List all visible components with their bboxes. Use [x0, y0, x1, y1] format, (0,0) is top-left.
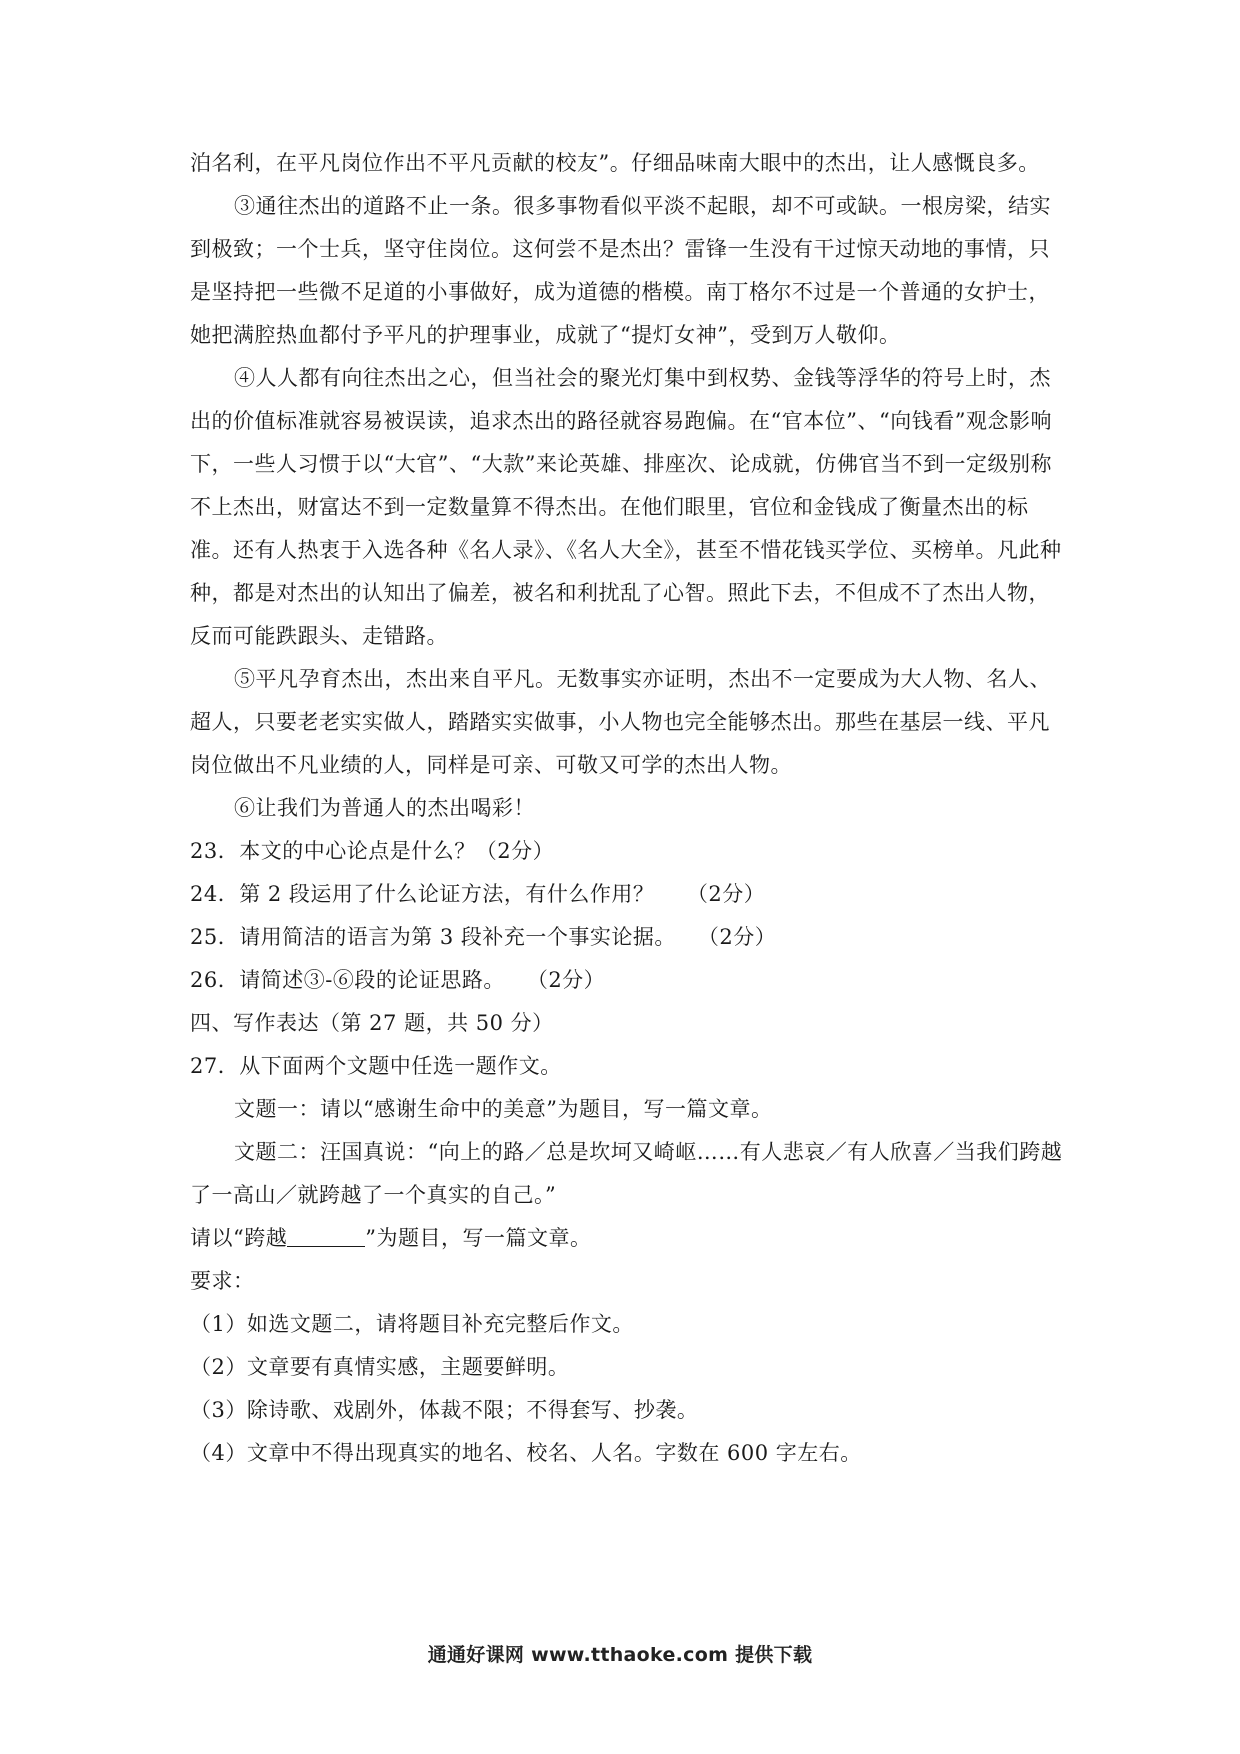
title-blank [287, 1226, 365, 1247]
question-23: 23．本文的中心论点是什么？（2分） [190, 839, 555, 863]
paragraph-3: ③通往杰出的道路不止一条。很多事物看似平淡不起眼，却不可或缺。一根房梁，结实到极致；一个士兵，坚守住岗位。这何尝不是杰出？雷锋一生没有干过惊天动地的事情，只是坚持把一些微不足道的小事做好，成为道德的楷模。南丁格尔不过是一个普通的女护士，她把满腔热血都付予平凡的护理事业，成就了“提灯女神”，受到万人敬仰。 [190, 194, 1051, 347]
essay-topic-1: 文题一：请以“感谢生命中的美意”为题目，写一篇文章。 [234, 1097, 773, 1121]
essay-topic-2-prompt [190, 1217, 1070, 1260]
footer-credit: 通通好课网 www.tthaoke.com 提供下载 [427, 1644, 813, 1666]
question-27: 27．从下面两个文题中任选一题作文。 [190, 1054, 562, 1078]
paragraph-2-continued: 泊名利，在平凡岗位作出不平凡贡献的校友”。仔细品味南大眼中的杰出，让人感慨良多。 [190, 151, 1040, 175]
paragraph-6: ⑥让我们为普通人的杰出喝彩！ [234, 796, 535, 820]
requirement-2: （2）文章要有真情实感，主题要鲜明。 [190, 1355, 570, 1379]
section-title-writing: 四、写作表达（第 27 题，共 50 分） [190, 1011, 554, 1035]
page-content [190, 142, 1070, 1475]
requirement-3: （3）除诗歌、戏剧外，体裁不限；不得套写、抄袭。 [190, 1398, 699, 1422]
requirement-4: （4）文章中不得出现真实的地名、校名、人名。字数在 600 字左右。 [190, 1441, 862, 1465]
requirement-1: （1）如选文题二，请将题目补充完整后作文。 [190, 1312, 634, 1336]
question-24: 24．第 2 段运用了什么论证方法，有什么作用？ （2分） [190, 882, 766, 906]
prompt-prefix: 请以“跨越 [190, 1226, 288, 1250]
paragraph-4: ④人人都有向往杰出之心，但当社会的聚光灯集中到权势、金钱等浮华的符号上时，杰出的价值标准就容易被误读，追求杰出的路径就容易跑偏。在“官本位”、“向钱看”观念影响下，一些人习惯于以“大官”、“大款”来论英雄、排座次、论成就，仿佛官当不到一定级别称不上杰出，财富达不到一定数量算不得杰出。在他们眼里，官位和金钱成了衡量杰出的标准。还有人热衷于入选各种《名人录》、《名人大全》，甚至不惜花钱买学位、买榜单。凡此种种，都是对杰出的认知出了偏差，被名和利扰乱了心智。照此下去，不但成不了杰出人物，反而可能跌跟头、走错路。 [190, 366, 1062, 648]
paragraph-5: ⑤平凡孕育杰出，杰出来自平凡。无数事实亦证明，杰出不一定要成为大人物、名人、超人，只要老老实实做人，踏踏实实做事，小人物也完全能够杰出。那些在基层一线、平凡岗位做出不凡业绩的人，同样是可亲、可敬又可学的杰出人物。 [190, 667, 1051, 777]
question-25: 25．请用简洁的语言为第 3 段补充一个事实论据。 （2分） [190, 925, 777, 949]
requirements-title: 要求： [190, 1269, 255, 1293]
question-26: 26．请简述③-⑥段的论证思路。 （2分） [190, 968, 606, 992]
prompt-suffix: ”为题目，写一篇文章。 [365, 1226, 592, 1250]
essay-topic-2: 文题二：汪国真说：“向上的路／总是坎坷又崎岖……有人悲哀／有人欣喜／当我们跨越了一高山／就跨越了一个真实的自己。” [190, 1140, 1063, 1207]
